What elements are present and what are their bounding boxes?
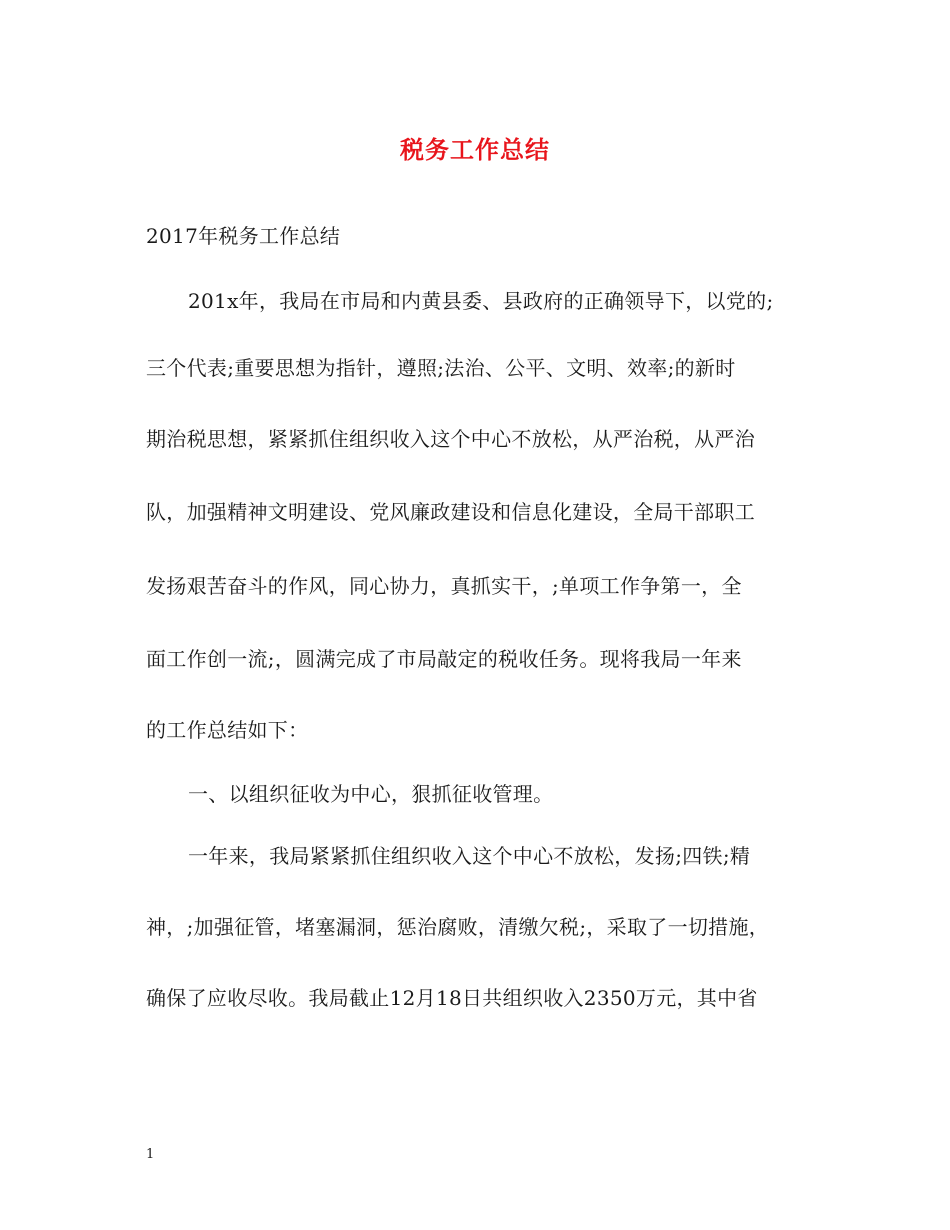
paragraph-line: 发扬艰苦奋斗的作风，同心协力，真抓实干，;单项工作争第一，全 (146, 574, 742, 598)
paragraph-line: 一年来，我局紧紧抓住组织收入这个中心不放松，发扬;四铁;精 (188, 844, 751, 868)
document-title: 税务工作总结 (400, 135, 550, 164)
paragraph-line: 期治税思想，紧紧抓住组织收入这个中心不放松，从严治税，从严治 (146, 427, 755, 451)
paragraph-line: 三个代表;重要思想为指针，遵照;法治、公平、文明、效率;的新时 (146, 356, 736, 380)
section-heading: 一、以组织征收为中心，狠抓征收管理。 (188, 782, 554, 806)
paragraph-line: 神，;加强征管，堵塞漏洞，惩治腐败，清缴欠税;，采取了一切措施， (146, 915, 770, 939)
paragraph-line: 确保了应收尽收。我局截止12月18日共组织收入2350万元，其中省 (146, 986, 758, 1010)
paragraph-line: 201x年，我局在市局和内黄县委、县政府的正确领导下，以党的; (188, 289, 774, 313)
document-subtitle: 2017年税务工作总结 (146, 224, 341, 248)
page-number: 1 (146, 1147, 155, 1162)
paragraph-line: 的工作总结如下： (146, 718, 309, 742)
paragraph-line: 面工作创一流;，圆满完成了市局敲定的税收任务。现将我局一年来 (146, 647, 742, 671)
paragraph-line: 队，加强精神文明建设、党风廉政建设和信息化建设，全局干部职工 (146, 500, 755, 524)
